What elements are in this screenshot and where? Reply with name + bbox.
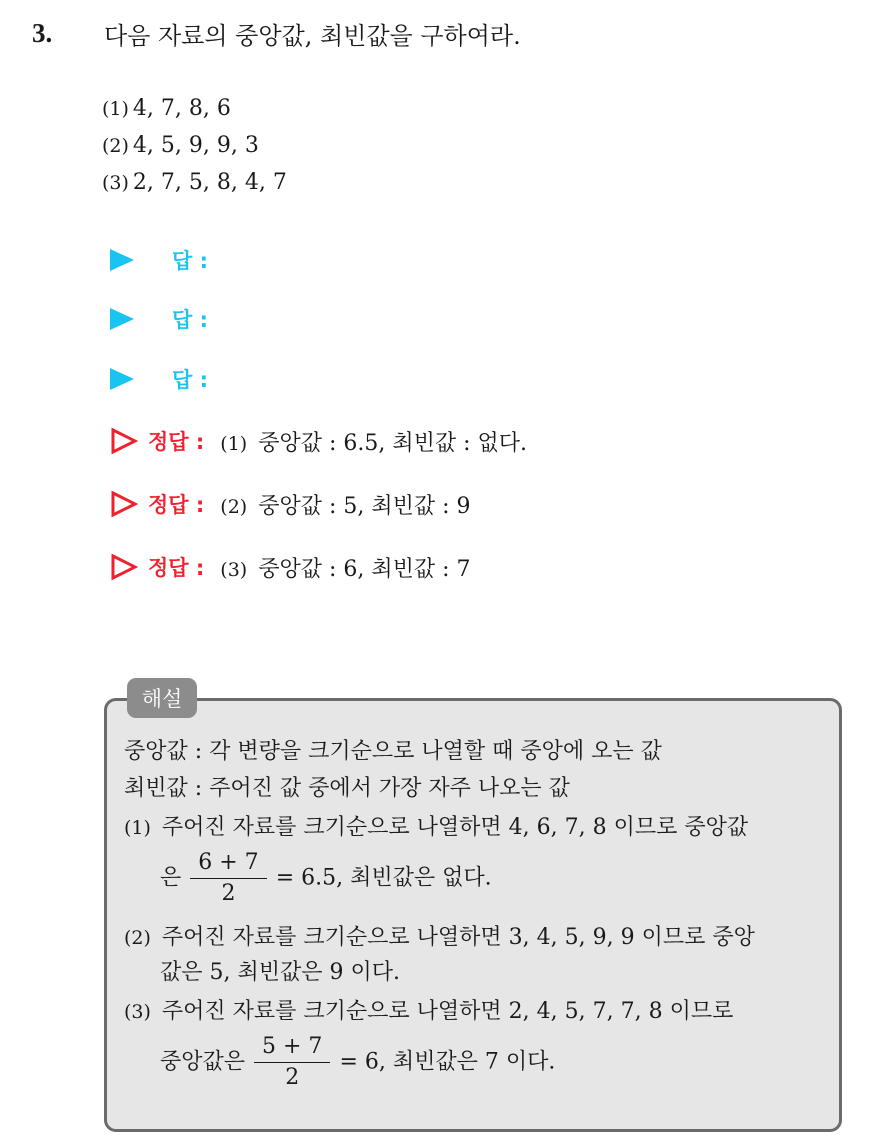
outline-triangle-icon xyxy=(110,490,138,518)
correct-answer-label: 정답 : xyxy=(148,493,205,517)
part-number: (3) xyxy=(124,1001,151,1023)
answer-blank-row[interactable] xyxy=(110,301,208,337)
explanation-part-3-line-2 xyxy=(160,1034,555,1091)
explanation-part-3-line-1 xyxy=(124,997,733,1027)
answer-body: 중앙값 : 6, 최빈값 : 7 xyxy=(258,556,471,582)
answer-number: (3) xyxy=(220,558,248,581)
part-number: (2) xyxy=(124,927,151,949)
part-text: 은 xyxy=(160,865,182,891)
question-number: 3. xyxy=(32,18,53,48)
part-text: 주어진 자료를 크기순으로 나열하면 3, 4, 5, 9, 9 이므로 중앙 xyxy=(161,925,755,950)
explanation-part-1-line-2 xyxy=(160,850,492,907)
outline-triangle-icon xyxy=(110,553,138,581)
fraction-numerator: 6 + 7 xyxy=(198,850,259,875)
part-text: = 6, 최빈값은 7 이다. xyxy=(339,1049,556,1075)
item-text: 4, 5, 9, 9, 3 xyxy=(132,133,259,158)
part-text: 중앙값은 xyxy=(160,1049,246,1075)
explanation-definition-median: 중앙값 : 각 변량을 크기순으로 나열할 때 중앙에 오는 값 xyxy=(124,739,662,764)
correct-answer-row xyxy=(110,547,471,587)
item-list xyxy=(102,94,287,205)
list-item xyxy=(102,131,287,168)
part-text: = 6.5, 최빈값은 없다. xyxy=(275,865,492,891)
answer-label: 답 : xyxy=(172,368,208,392)
item-number: (1) xyxy=(102,98,129,120)
answer-label: 답 : xyxy=(172,308,208,332)
correct-answer-text xyxy=(220,426,527,457)
list-item xyxy=(102,168,287,205)
answer-blank-row[interactable] xyxy=(110,242,208,278)
fraction-denominator: 2 xyxy=(190,878,266,907)
answer-body: 중앙값 : 5, 최빈값 : 9 xyxy=(258,493,471,519)
answer-body: 중앙값 : 6.5, 최빈값 : 없다. xyxy=(258,430,527,456)
item-text: 4, 7, 8, 6 xyxy=(132,96,231,121)
correct-answer-row xyxy=(110,484,471,524)
answer-blank-row[interactable] xyxy=(110,361,208,397)
fraction xyxy=(258,1034,326,1091)
item-text: 2, 7, 5, 8, 4, 7 xyxy=(132,170,287,195)
explanation-part-2-line-1 xyxy=(124,923,755,953)
correct-answer-label: 정답 : xyxy=(148,556,205,580)
list-item xyxy=(102,94,287,131)
part-text: 주어진 자료를 크기순으로 나열하면 2, 4, 5, 7, 7, 8 이므로 xyxy=(161,999,734,1024)
question-text: 다음 자료의 중앙값, 최빈값을 구하여라. xyxy=(104,22,521,50)
answer-number: (1) xyxy=(220,432,248,455)
play-triangle-icon xyxy=(110,308,134,330)
correct-answer-row xyxy=(110,421,527,461)
fraction-numerator: 5 + 7 xyxy=(262,1034,323,1059)
play-triangle-icon xyxy=(110,249,134,271)
correct-answer-label: 정답 : xyxy=(148,430,205,454)
outline-triangle-icon xyxy=(110,427,138,455)
item-number: (2) xyxy=(102,135,129,157)
explanation-part-2-line-2: 값은 5, 최빈값은 9 이다. xyxy=(160,960,400,985)
play-triangle-icon xyxy=(110,368,134,390)
part-number: (1) xyxy=(124,817,151,839)
answer-label: 답 : xyxy=(172,249,208,273)
correct-answer-text xyxy=(220,552,470,583)
fraction-denominator: 2 xyxy=(254,1062,330,1091)
explanation-part-1-line-1 xyxy=(124,813,748,843)
item-number: (3) xyxy=(102,172,129,194)
correct-answer-text xyxy=(220,489,470,520)
fraction xyxy=(194,850,262,907)
explanation-title: 해설 xyxy=(127,678,197,718)
explanation-definition-mode: 최빈값 : 주어진 값 중에서 가장 자주 나오는 값 xyxy=(124,776,570,801)
part-text: 주어진 자료를 크기순으로 나열하면 4, 6, 7, 8 이므로 중앙값 xyxy=(161,815,749,840)
answer-number: (2) xyxy=(220,495,248,518)
